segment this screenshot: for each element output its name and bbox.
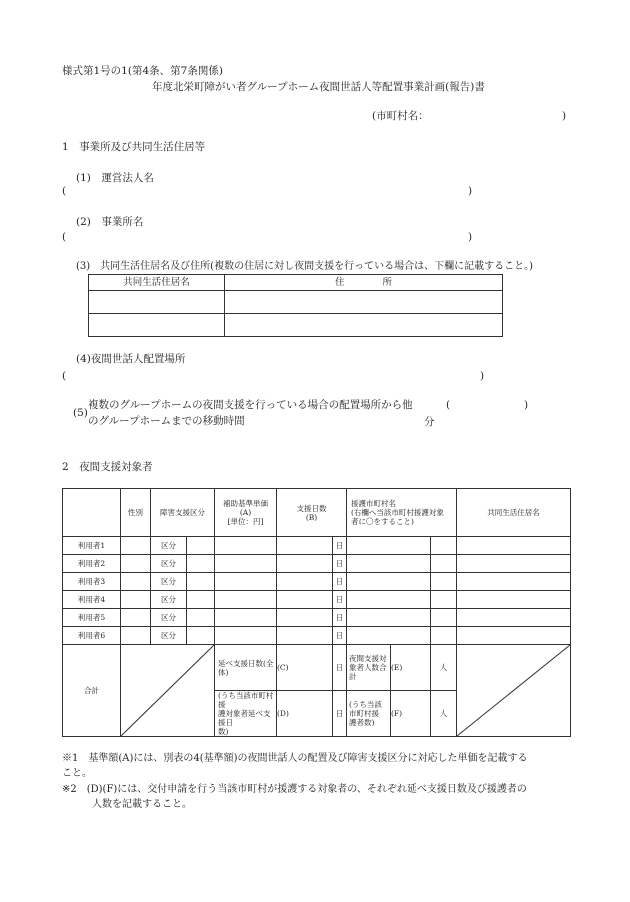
placement-label: (4)夜間世話人配置場所 xyxy=(76,353,186,365)
local-persons-cell[interactable] xyxy=(391,691,431,737)
day-unit: 日 xyxy=(333,573,347,591)
local-days-cell[interactable] xyxy=(277,691,333,737)
total-e-label: (E) xyxy=(391,663,403,672)
residence-name-header: 共同生活住居名 xyxy=(89,275,225,291)
travel-number: (5) xyxy=(73,407,88,419)
city-cell[interactable] xyxy=(347,609,431,627)
kubun-cell[interactable] xyxy=(187,627,215,645)
base-cell[interactable] xyxy=(215,627,277,645)
residence-label: (3) 共同生活住居名及び住所(複数の住居に対し夜間支援を行っている場合は、下欄に記載すること。) xyxy=(76,261,533,272)
days-cell[interactable] xyxy=(277,573,333,591)
day-unit: 日 xyxy=(333,591,347,609)
operator-open: ( xyxy=(62,185,67,197)
residence-address-header: 住 所 xyxy=(225,275,503,291)
total-persons-label: 夜間支援対 象者人数合 計 xyxy=(347,645,391,691)
municipality-header: 援護市町村名 (右欄へ当該市町村援護対象 者に〇をすること) xyxy=(347,489,457,537)
total-days-cell[interactable] xyxy=(277,645,333,691)
user-label: 利用者5 xyxy=(63,609,121,627)
residence-cell[interactable] xyxy=(457,555,571,573)
gender-cell[interactable] xyxy=(121,555,151,573)
base-unit-header: 補助基準単価 (A) [単位：円] xyxy=(215,489,277,537)
travel-text-2: のグループホームまでの移動時間 xyxy=(88,415,245,427)
total-c-label: (C) xyxy=(277,663,289,672)
placement-open: ( xyxy=(62,370,67,382)
travel-text-1: 複数のグループホームの夜間支援を行っている場合の配置場所から他 xyxy=(88,399,413,411)
kubun-cell[interactable] xyxy=(187,537,215,555)
total-label: 合計 xyxy=(63,645,121,737)
municipality-close: ) xyxy=(562,110,567,122)
travel-open: ( xyxy=(446,399,451,411)
person-unit: 人 xyxy=(431,691,457,737)
base-cell[interactable] xyxy=(215,555,277,573)
document-title: 年度北栄町障がい者グループホーム夜間世話人等配置事業計画(報告)書 xyxy=(152,81,485,93)
gender-cell[interactable] xyxy=(121,591,151,609)
kubun-cell[interactable] xyxy=(187,573,215,591)
total-diagonal-left xyxy=(121,645,215,737)
kubun-cell[interactable] xyxy=(187,555,215,573)
day-unit: 日 xyxy=(333,555,347,573)
user-label: 利用者3 xyxy=(63,573,121,591)
note-1-line-1: ※1 基準額(A)には、別表の4(基準額)の夜間世話人の配置及び障害支援区分に対応した単価を記載する xyxy=(62,753,528,764)
residence-header: 共同生活住居名 xyxy=(457,489,571,537)
kubun-label: 区分 xyxy=(151,555,187,573)
residence-cell[interactable] xyxy=(457,627,571,645)
base-cell[interactable] xyxy=(215,609,277,627)
operator-close: ) xyxy=(468,185,473,197)
mark-cell[interactable] xyxy=(431,555,457,573)
placement-close: ) xyxy=(480,370,485,382)
residence-name-cell[interactable] xyxy=(89,291,225,314)
user-label: 利用者1 xyxy=(63,537,121,555)
gender-header: 性別 xyxy=(121,489,151,537)
days-cell[interactable] xyxy=(277,627,333,645)
mark-cell[interactable] xyxy=(431,609,457,627)
night-support-table xyxy=(62,488,571,737)
kubun-cell[interactable] xyxy=(187,591,215,609)
support-days-header: 支援日数 (B) xyxy=(277,489,347,537)
total-days-label: 延べ支援日数(全 体) xyxy=(215,645,277,691)
day-unit: 日 xyxy=(333,645,347,691)
day-unit: 日 xyxy=(333,691,347,737)
residence-address-cell[interactable] xyxy=(225,314,503,337)
residence-address-cell[interactable] xyxy=(225,291,503,314)
base-cell[interactable] xyxy=(215,591,277,609)
kubun-label: 区分 xyxy=(151,537,187,555)
days-cell[interactable] xyxy=(277,591,333,609)
local-persons-label: (うち当該 市町村援 護者数) xyxy=(347,691,391,737)
city-cell[interactable] xyxy=(347,537,431,555)
base-cell[interactable] xyxy=(215,573,277,591)
user-label: 利用者2 xyxy=(63,555,121,573)
residence-table xyxy=(88,274,503,337)
note-2-line-2: 人数を記載すること。 xyxy=(92,799,192,810)
gender-cell[interactable] xyxy=(121,609,151,627)
mark-cell[interactable] xyxy=(431,627,457,645)
kubun-label: 区分 xyxy=(151,627,187,645)
blank-header-cell xyxy=(63,489,121,537)
gender-cell[interactable] xyxy=(121,627,151,645)
gender-cell[interactable] xyxy=(121,537,151,555)
kubun-label: 区分 xyxy=(151,609,187,627)
disability-header: 障害支援区分 xyxy=(151,489,215,537)
travel-minutes: 分 xyxy=(424,416,435,428)
municipality-label: (市町村名： xyxy=(372,110,429,122)
days-cell[interactable] xyxy=(277,537,333,555)
day-unit: 日 xyxy=(333,627,347,645)
mark-cell[interactable] xyxy=(431,537,457,555)
user-label: 利用者4 xyxy=(63,591,121,609)
diagonal-line xyxy=(457,645,570,736)
office-label: (2) 事業所名 xyxy=(76,216,144,228)
residence-cell[interactable] xyxy=(457,591,571,609)
residence-cell[interactable] xyxy=(457,537,571,555)
day-unit: 日 xyxy=(333,609,347,627)
kubun-cell[interactable] xyxy=(187,609,215,627)
office-close: ) xyxy=(468,231,473,243)
office-open: ( xyxy=(62,231,67,243)
note-1-line-2: こと。 xyxy=(62,768,92,779)
days-cell[interactable] xyxy=(277,609,333,627)
city-cell[interactable] xyxy=(347,573,431,591)
travel-close: ) xyxy=(524,399,529,411)
residence-cell[interactable] xyxy=(457,609,571,627)
operator-label: (1) 運営法人名 xyxy=(76,172,154,184)
person-unit: 人 xyxy=(431,645,457,691)
base-cell[interactable] xyxy=(215,537,277,555)
local-days-label: (うち当該市町村援 護対象者延べ支援日 数) xyxy=(215,691,277,737)
note-2-line-1: ※2 (D)(F)には、交付申請を行う当該市町村が援護する対象者の、それぞれ延べ支援日数及び援護者の xyxy=(62,784,527,795)
city-cell[interactable] xyxy=(347,591,431,609)
city-cell[interactable] xyxy=(347,555,431,573)
mark-cell[interactable] xyxy=(431,573,457,591)
section1-heading: 1 事業所及び共同生活住居等 xyxy=(62,141,206,153)
total-f-label: (F) xyxy=(391,709,403,718)
kubun-label: 区分 xyxy=(151,573,187,591)
section2-heading: 2 夜間支援対象者 xyxy=(62,461,153,473)
total-persons-cell[interactable] xyxy=(391,645,431,691)
total-diagonal-right xyxy=(457,645,571,737)
total-d-label: (D) xyxy=(277,709,289,718)
days-cell[interactable] xyxy=(277,555,333,573)
gender-cell[interactable] xyxy=(121,573,151,591)
residence-name-cell[interactable] xyxy=(89,314,225,337)
residence-cell[interactable] xyxy=(457,573,571,591)
day-unit: 日 xyxy=(333,537,347,555)
city-cell[interactable] xyxy=(347,627,431,645)
kubun-label: 区分 xyxy=(151,591,187,609)
form-number: 様式第1号の1(第4条、第7条関係) xyxy=(62,65,223,77)
diagonal-line xyxy=(121,645,214,736)
mark-cell[interactable] xyxy=(431,591,457,609)
user-label: 利用者6 xyxy=(63,627,121,645)
